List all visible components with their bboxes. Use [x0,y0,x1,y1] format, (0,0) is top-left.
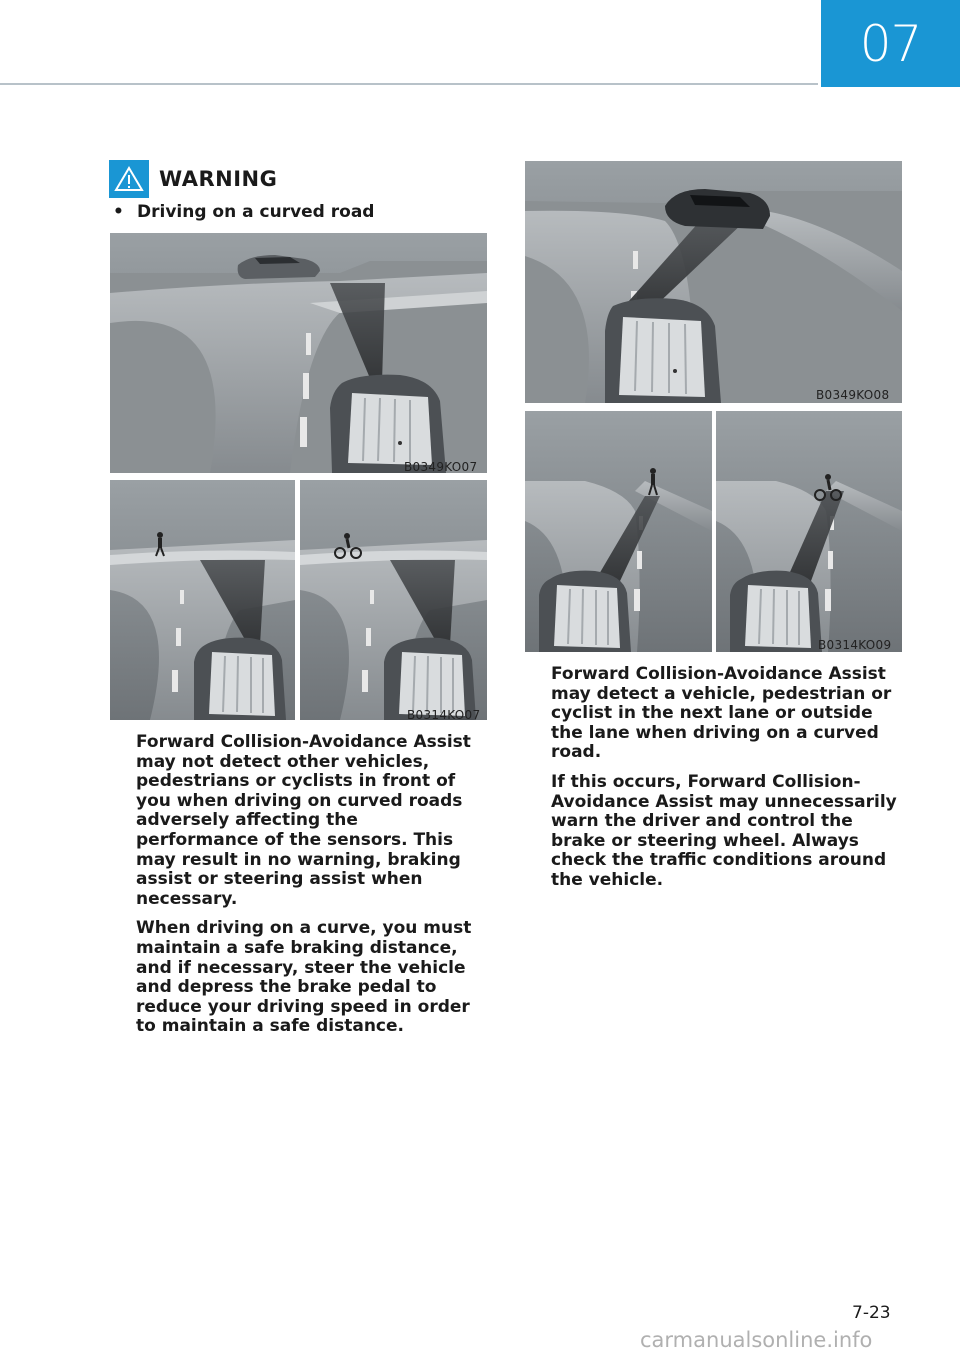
ego-car-icon [330,375,446,473]
ego-car-icon [539,571,631,652]
paragraph: If this occurs, Forward Collision-Avoidance Assist may unnecessarily warn the driver and control the brake or steering wheel. Always check the traffic conditions around the vehicle. [551,771,897,890]
watermark: carmanualsonline.info [640,1328,873,1352]
page-number: 7-23 [852,1303,891,1323]
figure-illustration [525,161,902,403]
figure-curve-cyclist-right [716,411,902,652]
right-body-text [551,665,903,901]
figure-curve-cyclist-left [300,480,487,720]
warning-header [109,160,277,198]
figure-curve-pedestrian-right [525,411,712,652]
chapter-tab [821,0,960,87]
warning-bullet [113,202,374,222]
figure-illustration [300,480,487,720]
warning-bullet-text: Driving on a curved road [137,202,375,222]
chapter-number: 07 [859,14,922,73]
warning-triangle-icon [109,160,149,198]
figure-code: B0314KO07 [407,708,481,722]
paragraph: Forward Collision-Avoidance Assist may detect a vehicle, pedestrian or cyclist in the next lane or outside the lane when driving on a curved road. [551,664,892,763]
figure-code: B0314KO09 [818,638,892,652]
figure-illustration [525,411,712,652]
figure-code: B0349KO07 [404,460,478,474]
target-vehicle-icon [665,189,770,229]
paragraph: Forward Collision-Avoidance Assist may not detect other vehicles, pedestrians or cyclists in front of you when driving on curved roads adversely affecting the performance of the sensors. This may result in no warning, braking assist or steering assist when necessary. [136,732,471,909]
figure-curve-vehicle-left [110,233,487,473]
warning-title: WARNING [159,167,278,191]
left-body-text [136,733,486,1047]
header-rule [0,83,818,85]
figure-illustration [110,480,295,720]
figure-illustration [716,411,902,652]
bullet-dot-icon: • [113,202,124,222]
figure-curve-pedestrian-left [110,480,295,720]
figure-code: B0349KO08 [816,388,890,402]
ego-car-icon [730,571,822,652]
figure-curve-vehicle-right [525,161,902,403]
ego-car-icon [194,638,286,720]
ego-car-icon [605,298,721,403]
figure-illustration [110,233,487,473]
paragraph: When driving on a curve, you must maintain a safe braking distance, and if necessary, steer the vehicle and depress the brake pedal to reduce your driving speed in order to maintain a safe distance. [136,918,472,1037]
